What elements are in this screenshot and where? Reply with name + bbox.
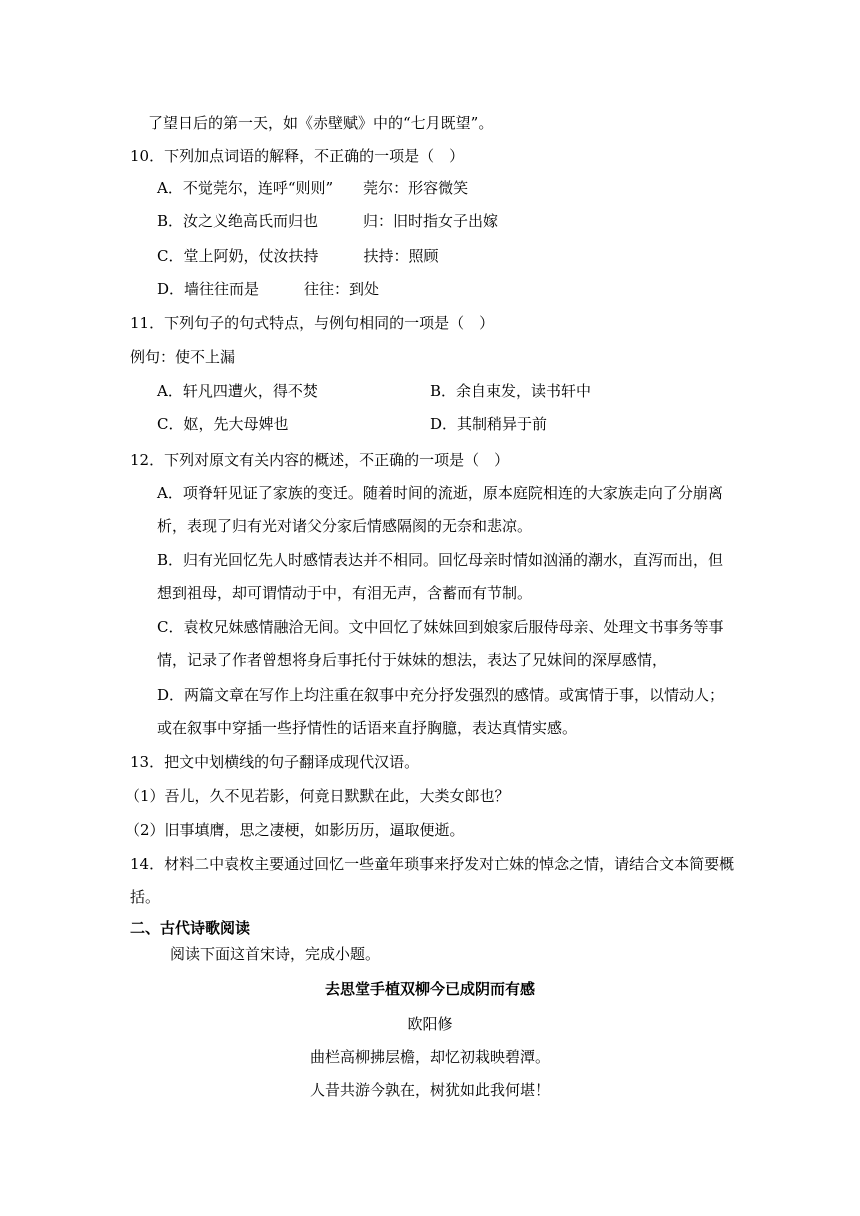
- question-11-option-b: B．余自束发，读书轩中: [430, 382, 592, 400]
- poem-title: 去思堂手植双柳今已成阴而有感: [324, 980, 535, 998]
- question-12-option-c-line2: 情，记录了作者曾想将身后事托付于妹妹的想法，表达了兄妹间的深厚感情，: [157, 651, 668, 669]
- poem-author: 欧阳修: [407, 1015, 453, 1033]
- text-line-carryover: 了望日后的第一天，如《赤壁赋》中的“七月既望”。: [148, 114, 494, 132]
- question-13-item-2: （2）旧事填膺，思之凄梗，如影历历，逼取便逝。: [125, 821, 465, 839]
- question-11-option-a: A．轩凡四遭火，得不焚: [157, 382, 318, 400]
- question-12-option-b-line1: B．归有光回忆先人时感情表达并不相同。回忆母亲时情如汹涌的潮水，直泻而出，但: [157, 551, 724, 569]
- question-10-option-a: A．不觉莞尔，连呼“则则” 莞尔：形容微笑: [157, 179, 469, 197]
- question-12-option-d-line2: 或在叙事中穿插一些抒情性的话语来直抒胸臆，表达真情实感。: [157, 719, 578, 737]
- question-12-option-a-line1: A．项脊轩见证了家族的变迁。随着时间的流逝，原本庭院相连的大家族走向了分崩离: [157, 484, 723, 502]
- poem-line-1: 曲栏高柳拂层檐，却忆初栽映碧潭。: [309, 1048, 550, 1066]
- section-heading-poetry: 二、古代诗歌阅读: [130, 919, 251, 937]
- question-10-stem: 10．下列加点词语的解释，不正确的一项是（ ）: [130, 147, 465, 165]
- question-12-option-c-line1: C．袁枚兄妹感情融洽无间。文中回忆了妹妹回到娘家后服侍母亲、处理文书事务等事: [157, 618, 724, 636]
- question-12-option-d-line1: D．两篇文章在写作上均注重在叙事中充分抒发强烈的感情。或寓情于事，以情动人；: [157, 686, 725, 704]
- question-13-item-1: （1）吾儿，久不见若影，何竟日默默在此，大类女郎也？: [125, 787, 510, 805]
- question-14-stem-line2: 括。: [130, 888, 161, 906]
- question-11-option-d: D．其制稍异于前: [430, 415, 548, 433]
- question-10-option-c: C．堂上阿奶，仗汝扶持 扶持：照顾: [157, 247, 439, 265]
- question-11-option-c: C．妪，先大母婢也: [157, 415, 289, 433]
- question-13-stem: 13．把文中划横线的句子翻译成现代汉语。: [130, 753, 420, 771]
- poem-line-2: 人昔共游今孰在，树犹如此我何堪！: [309, 1081, 550, 1099]
- question-10-option-b: B．汝之义绝高氏而归也 归：旧时指女子出嫁: [157, 212, 499, 230]
- question-12-stem: 12．下列对原文有关内容的概述，不正确的一项是（ ）: [130, 451, 510, 469]
- question-12-option-a-line2: 析，表现了归有光对诸父分家后情感隔阂的无奈和悲凉。: [157, 517, 533, 535]
- question-11-stem: 11．下列句子的句式特点，与例句相同的一项是（ ）: [130, 314, 495, 332]
- question-12-option-b-line2: 想到祖母，却可谓情动于中，有泪无声，含蓄而有节制。: [157, 584, 533, 602]
- section-intro: 阅读下面这首宋诗，完成小题。: [170, 945, 381, 963]
- question-14-stem-line1: 14．材料二中袁枚主要通过回忆一些童年琐事来抒发对亡妹的悼念之情，请结合文本简要概: [130, 855, 735, 873]
- question-10-option-d: D．墙往往而是 往往：到处: [157, 280, 380, 298]
- question-11-example: 例句：使不上漏: [130, 348, 236, 366]
